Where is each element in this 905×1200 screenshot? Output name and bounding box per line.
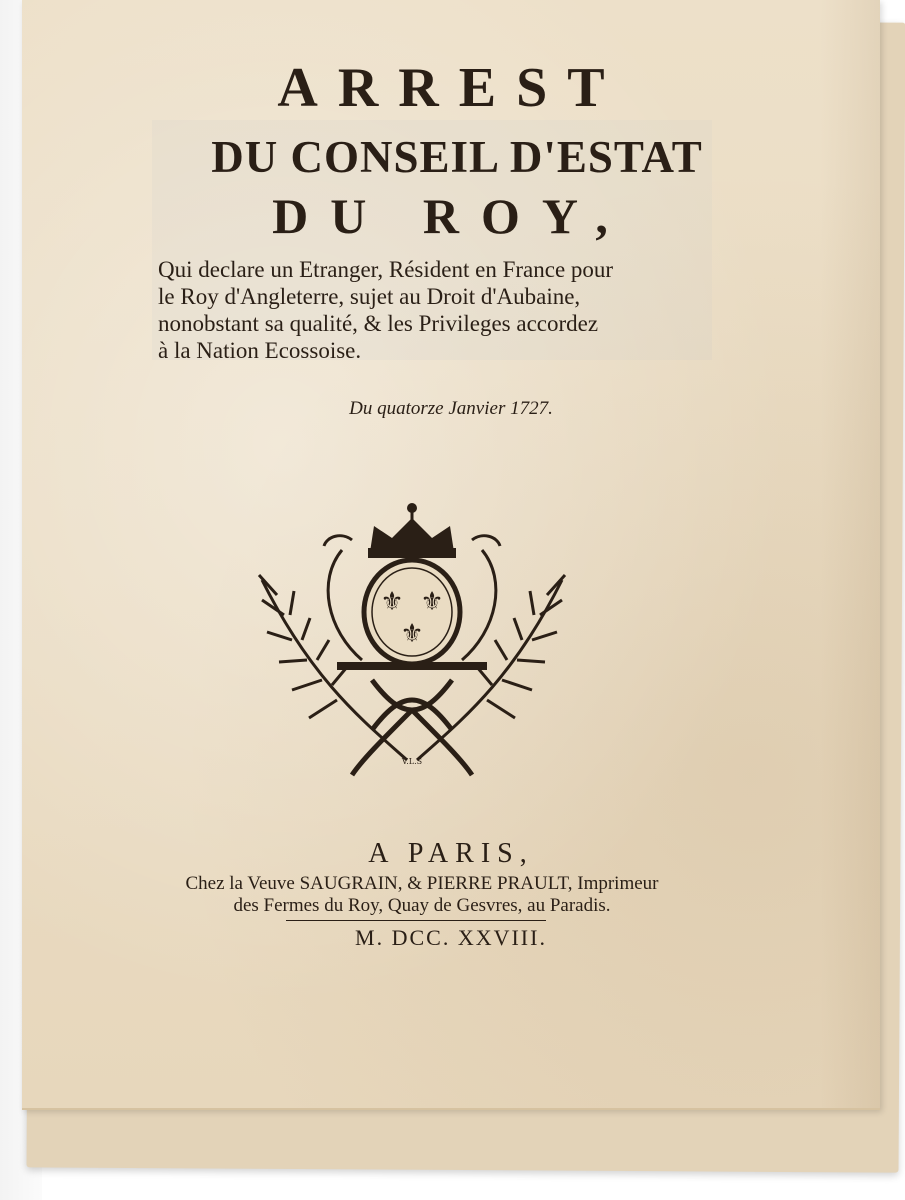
subtitle-line: à la Nation Ecossoise. <box>158 338 362 363</box>
title-roy: DU ROY, <box>272 188 630 244</box>
subtitle-line: nonobstant sa qualité, & les Privileges accordez <box>158 311 599 336</box>
svg-text:⚜: ⚜ <box>400 619 424 649</box>
title-arrest: ARREST <box>277 57 625 119</box>
publication-year: M. DCC. XXVIII. <box>355 925 547 950</box>
imprint-city: A PARIS, <box>368 838 534 869</box>
decree-date: Du quatorze Janvier 1727. <box>349 398 553 419</box>
divider-rule <box>286 920 546 921</box>
subtitle <box>158 256 718 364</box>
svg-text:⚜: ⚜ <box>380 587 404 617</box>
engraver-signature: V.L.S <box>401 757 423 766</box>
subtitle-line: le Roy d'Angleterre, sujet au Droit d'Aubaine, <box>158 284 581 309</box>
subtitle-line: Qui declare un Etranger, Résident en France pour <box>158 257 614 282</box>
title-conseil: DU CONSEIL D'ESTAT <box>211 132 703 182</box>
royal-arms-icon <box>232 490 592 790</box>
imprint-publisher: Chez la Veuve SAUGRAIN, & PIERRE PRAULT, Imprimeur <box>185 873 659 894</box>
imprint-address: des Fermes du Roy, Quay de Gesvres, au Paradis. <box>233 895 611 916</box>
document-page <box>22 0 880 1110</box>
svg-text:⚜: ⚜ <box>420 587 444 617</box>
